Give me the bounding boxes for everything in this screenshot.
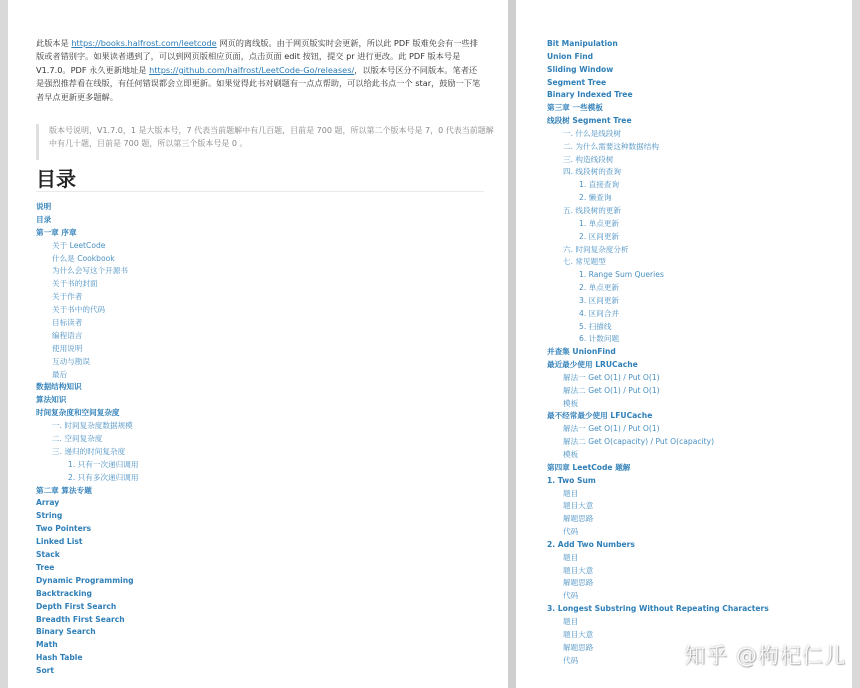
toc-link[interactable]: 解法一 Get O(1) / Put O(1) (563, 372, 660, 382)
toc-link[interactable]: 2. 只有多次递归调用 (68, 472, 139, 482)
toc-link[interactable]: 解题思路 (563, 578, 594, 588)
toc-link[interactable]: 二. 为什么需要这种数据结构 (563, 141, 659, 151)
toc-link[interactable]: 编程语言 (52, 330, 83, 340)
toc-link[interactable]: 题目 (563, 488, 579, 498)
toc-link[interactable]: 解法二 Get O(1) / Put O(1) (563, 385, 660, 395)
toc-link[interactable]: 第一章 序章 (36, 227, 77, 237)
intro-text-2: 网页的离线版。由于网页版实时会更新，所以此 PDF 版难免会有一些排版或者错别字。如果读者遇到了，可以到网页版相应页面，点击页面 edit 按钮，提交 pr 进行更改。此 PDF 版本号是 V1.7.0。PDF 永久更新地址是 (36, 38, 478, 75)
toc-list-right (547, 38, 769, 667)
toc-link[interactable]: 题目 (563, 616, 579, 626)
toc-link[interactable]: 二. 空间复杂度 (52, 434, 103, 444)
toc-link[interactable]: 线段树 Segment Tree (547, 116, 632, 126)
watermark: 知乎 @枸杞仁儿 (684, 644, 846, 668)
toc-link[interactable]: 三. 递归的时间复杂度 (52, 446, 126, 456)
toc-link[interactable]: 说明 (36, 202, 52, 211)
toc-link[interactable]: 1. Range Sum Queries (579, 270, 664, 280)
toc-link[interactable]: Depth First Search (36, 601, 117, 611)
toc-link[interactable]: 题目大意 (563, 501, 594, 511)
toc-link[interactable]: Breadth First Search (36, 614, 125, 624)
toc-link[interactable]: 3. Longest Substring Without Repeating Characters (547, 604, 769, 614)
toc-link[interactable]: 互动与勘误 (52, 356, 90, 366)
toc-link[interactable]: 一. 时间复杂度数据规模 (52, 421, 133, 431)
toc-heading: 目录 (36, 167, 76, 191)
toc-link[interactable]: 解题思路 (563, 642, 594, 652)
toc-link[interactable]: 什么是 Cookbook (52, 253, 115, 263)
toc-link[interactable]: 解题思路 (563, 514, 594, 524)
toc-link[interactable]: 关于作者 (52, 292, 83, 302)
intro-text-1: 此版本是 (36, 38, 72, 48)
website-link[interactable]: https://books.halfrost.com/leetcode (71, 38, 217, 48)
toc-link[interactable]: 关于 LeetCode (52, 240, 106, 250)
toc-link[interactable]: 为什么会写这个开源书 (52, 266, 128, 276)
toc-link[interactable]: 2. 懒查询 (579, 193, 612, 203)
toc-link[interactable]: 六. 时间复杂度分析 (563, 244, 629, 254)
toc-link[interactable]: 七. 常见题型 (563, 257, 606, 267)
toc-link[interactable]: 解法二 Get O(capacity) / Put O(capacity) (563, 437, 715, 447)
toc-link[interactable]: Binary Indexed Tree (547, 90, 633, 100)
toc-link[interactable]: 代码 (563, 591, 579, 601)
toc-link[interactable]: 题目大意 (563, 565, 594, 575)
toc-link[interactable]: Bit Manipulation (547, 39, 618, 48)
toc-link[interactable]: 2. 单点更新 (579, 283, 620, 293)
toc-link[interactable]: 最不经常最少使用 LFUCache (547, 411, 653, 421)
toc-link[interactable]: 1. 直接查询 (579, 180, 620, 190)
toc-link[interactable]: 三. 构造线段树 (563, 154, 614, 164)
version-note-blockquote: 版本号说明，V1.7.0，1 是大版本号，7 代表当前题解中有几百题，目前是 700 题，所以第二个版本号是 7，0 代表当前题解中有几十题，目前是 700 题，所以第三个版本号是 0 。 (36, 124, 499, 160)
toc-link[interactable]: Segment Tree (547, 77, 607, 87)
toc-link[interactable]: Backtracking (36, 588, 92, 598)
toc-link[interactable]: String (36, 511, 63, 521)
toc-link[interactable]: 第二章 算法专题 (36, 485, 92, 495)
toc-link[interactable]: 四. 线段树的查询 (563, 167, 621, 177)
toc-link[interactable]: 并查集 UnionFind (547, 347, 616, 357)
right-page (516, 0, 852, 688)
toc-link[interactable]: 第三章 一些模板 (547, 103, 603, 113)
toc-link[interactable]: 3. 区间更新 (579, 295, 620, 305)
toc-link[interactable]: 一. 什么是线段树 (563, 128, 621, 138)
intro-paragraph (36, 37, 484, 104)
toc-link[interactable]: 时间复杂度和空间复杂度 (36, 408, 120, 418)
toc-link[interactable]: 题目 (563, 552, 579, 562)
toc-link[interactable]: 解法一 Get O(1) / Put O(1) (563, 424, 660, 434)
toc-link[interactable]: 算法知识 (36, 395, 67, 405)
toc-link[interactable]: 目标读者 (52, 318, 83, 328)
toc-link[interactable]: 代码 (563, 527, 579, 537)
toc-link[interactable]: 第四章 LeetCode 题解 (547, 462, 631, 472)
intro-text-3: ，以版本号区分不同版本。笔者还是强烈推荐看在线版，有任何错误都会立即更新。如果觉得此书对刷题有一点点帮助，可以给此书点一个 star，鼓励一下笔者早点更新更多题解。 (36, 64, 481, 102)
toc-link[interactable]: Dynamic Programming (36, 575, 134, 585)
toc-link[interactable]: 2. Add Two Numbers (547, 539, 635, 549)
toc-link[interactable]: 目录 (36, 214, 52, 224)
toc-link[interactable]: Math (36, 640, 58, 650)
toc-link[interactable]: Tree (36, 562, 55, 572)
toc-link[interactable]: 6. 计数问题 (579, 334, 620, 344)
toc-link[interactable]: Stack (36, 550, 60, 560)
toc-list-left (36, 201, 138, 678)
toc-link[interactable]: 模板 (563, 398, 579, 408)
toc-link[interactable]: Union Find (547, 51, 594, 61)
toc-link[interactable]: 题目大意 (563, 629, 594, 639)
toc-link[interactable]: 代码 (563, 655, 579, 665)
toc-link[interactable]: Linked List (36, 537, 83, 547)
toc-link[interactable]: 1. 单点更新 (579, 218, 620, 228)
toc-link[interactable]: 2. 区间更新 (579, 231, 620, 241)
toc-link[interactable]: Sort (36, 666, 55, 676)
toc-link[interactable]: 数据结构知识 (36, 382, 82, 392)
toc-link[interactable]: 关于书的封面 (52, 279, 98, 289)
toc-link[interactable]: Array (36, 498, 60, 508)
toc-link[interactable]: 使用说明 (52, 343, 83, 353)
heading-divider (36, 191, 484, 192)
toc-link[interactable]: 模板 (563, 450, 579, 459)
left-page (8, 0, 508, 688)
toc-link[interactable]: 最后 (52, 369, 68, 379)
releases-link[interactable]: https://github.com/halfrost/LeetCode-Go/releases/ (149, 64, 355, 75)
toc-link[interactable]: Sliding Window (547, 64, 614, 74)
toc-link[interactable]: 1. 只有一次递归调用 (68, 459, 139, 469)
toc-link[interactable]: Hash Table (36, 653, 83, 663)
toc-link[interactable]: 关于书中的代码 (52, 305, 106, 315)
toc-link[interactable]: 五. 线段树的更新 (563, 205, 621, 215)
page-gutter (508, 0, 516, 688)
toc-link[interactable]: Two Pointers (36, 524, 92, 534)
toc-link[interactable]: 5. 扫描线 (579, 321, 612, 331)
toc-link[interactable]: 1. Two Sum (547, 475, 596, 485)
toc-link[interactable]: 4. 区间合并 (579, 308, 620, 318)
toc-link[interactable]: 最近最少使用 LRUCache (547, 360, 638, 370)
toc-link[interactable]: Binary Search (36, 627, 96, 637)
